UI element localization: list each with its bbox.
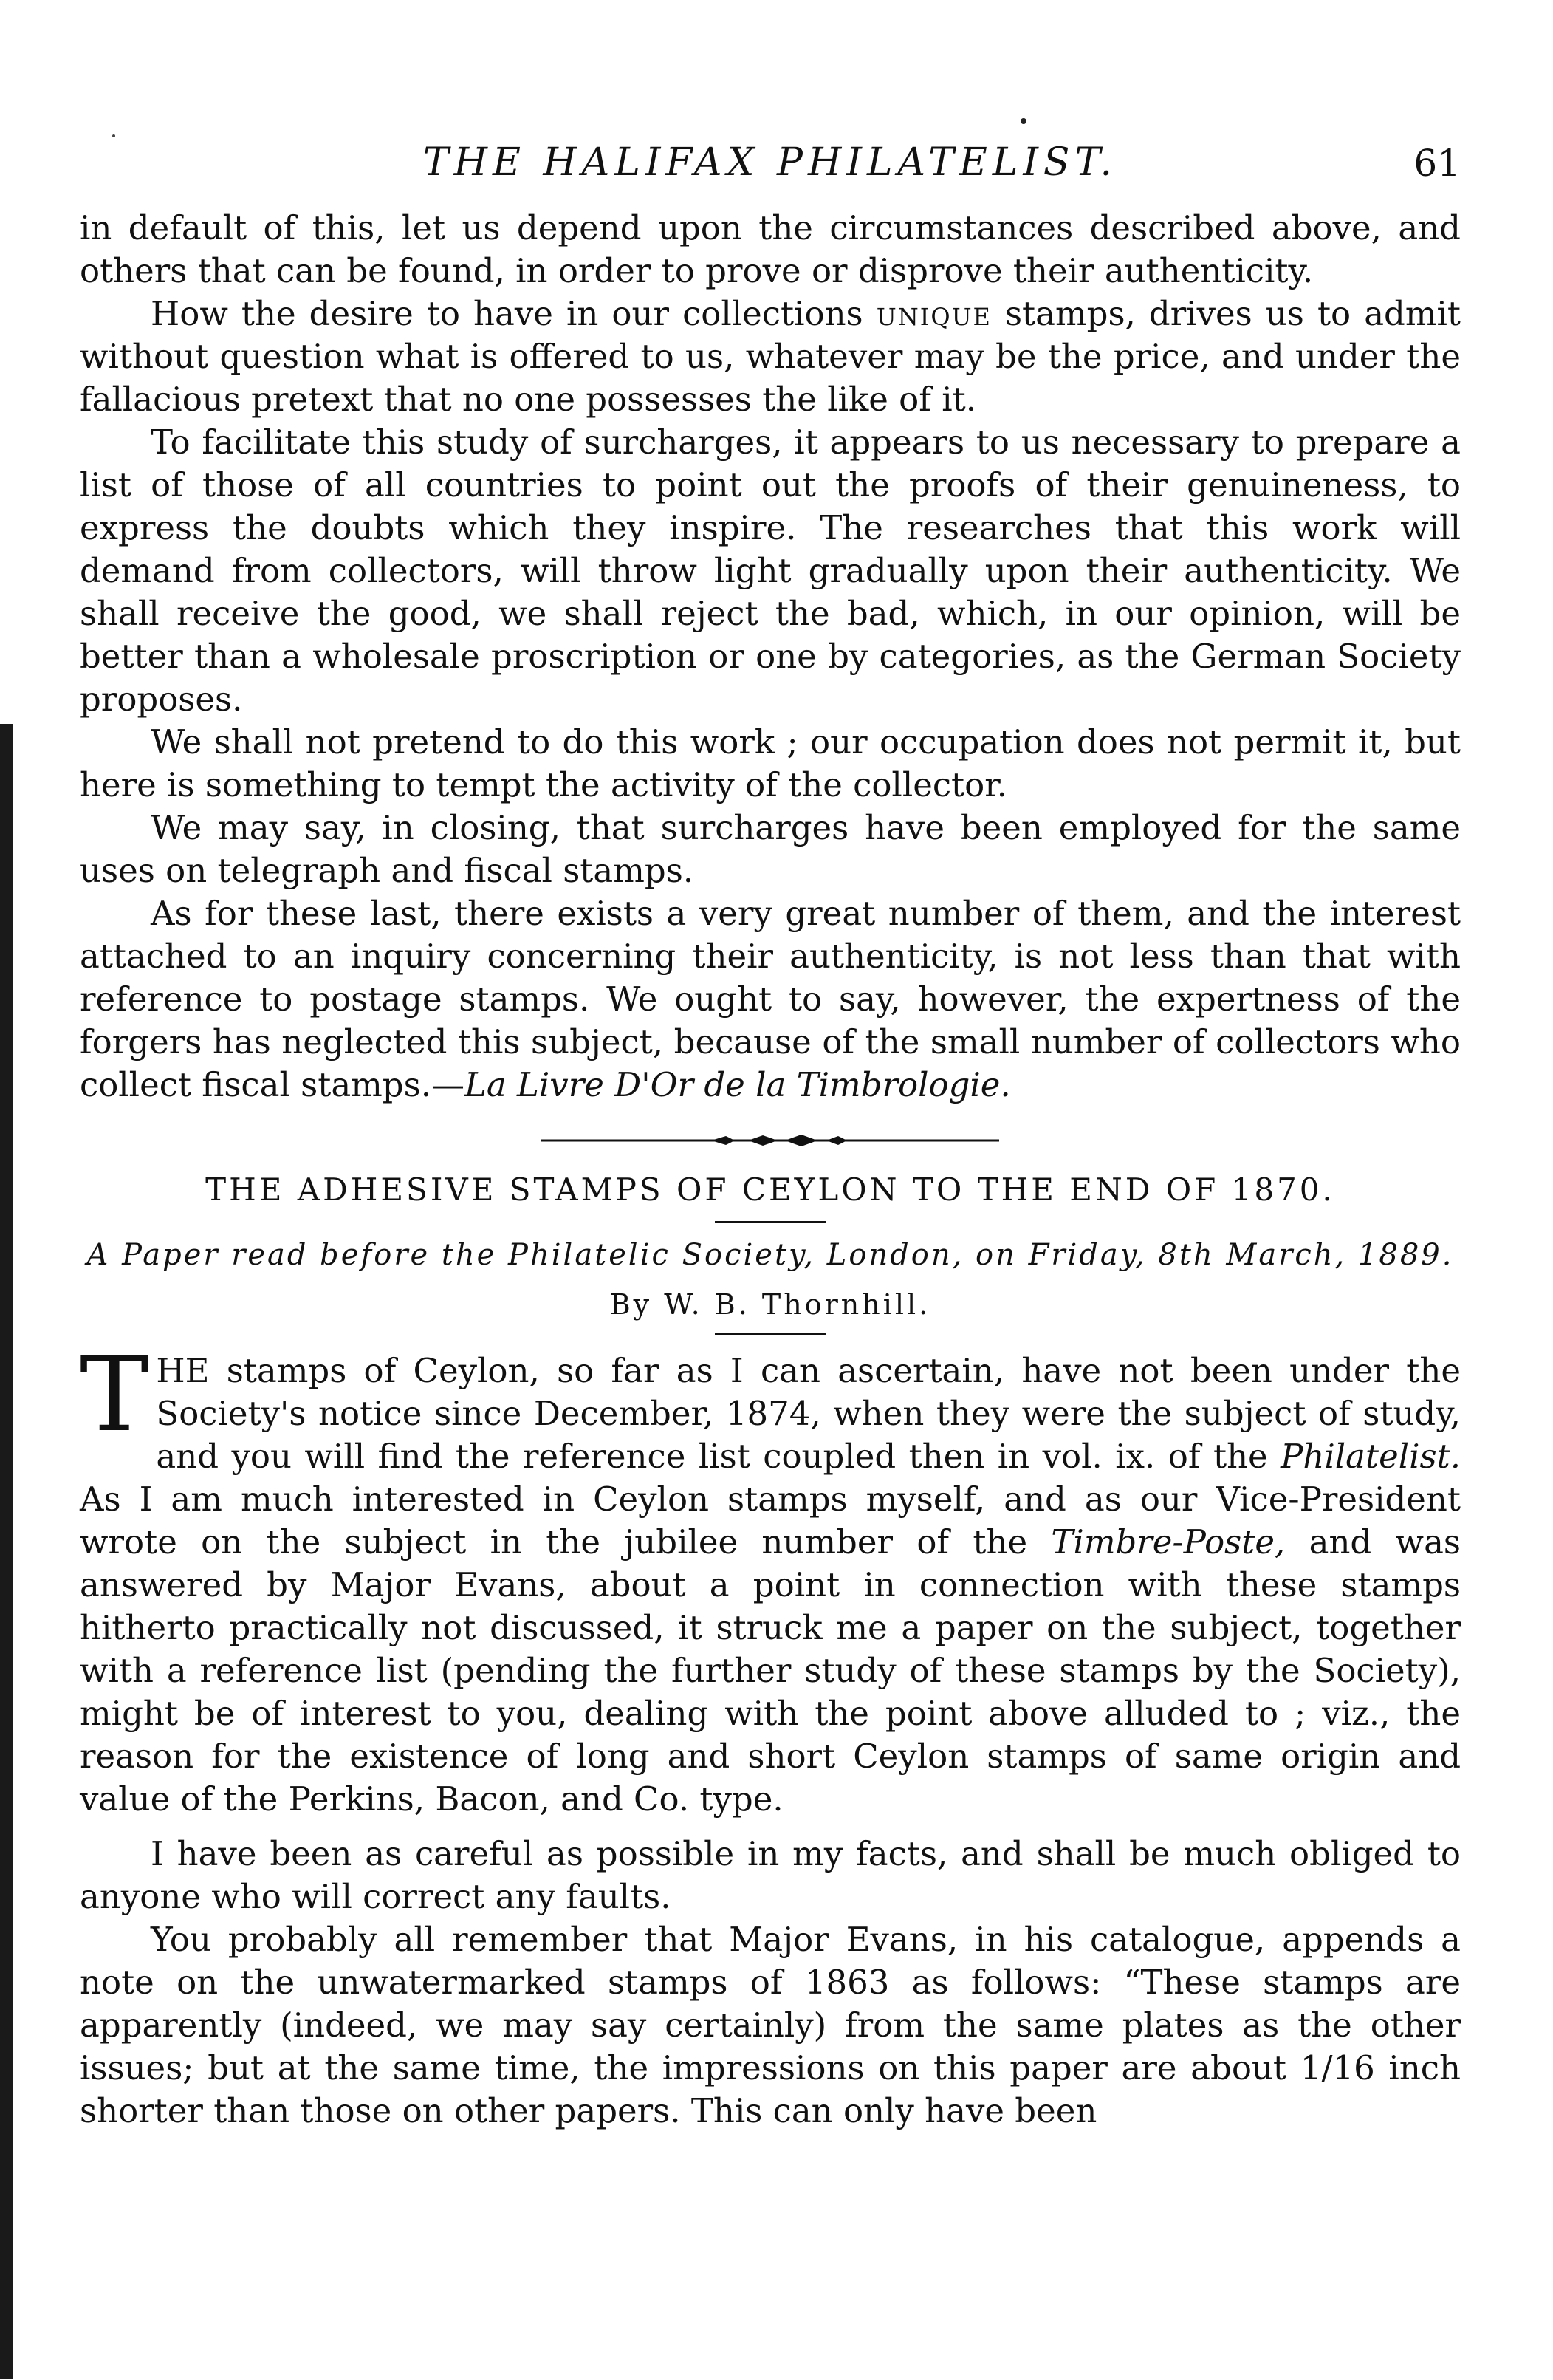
text-run: As I am much interested in Ceylon stamps myself, and as our Vice-President wrote on the subject in the jubilee number of the <box>80 1480 1461 1562</box>
paragraph <box>80 1335 1461 1821</box>
page <box>80 140 1461 2133</box>
journal-title: Philatelist. <box>1281 1437 1461 1476</box>
divider <box>715 1221 826 1223</box>
ornamental-rule <box>541 1132 999 1149</box>
article-subtitle: A Paper read before the Philatelic Society, London, on Friday, 8th March, 1889. <box>86 1238 1454 1272</box>
running-head <box>80 140 1461 207</box>
paragraph: We may say, in closing, that surcharges have been employed for the same uses on telegraph and fiscal stamps. <box>80 808 1461 890</box>
article-title: THE ADHESIVE STAMPS OF CEYLON TO THE END OF 1870. <box>205 1172 1335 1208</box>
paragraph <box>80 293 1461 421</box>
journal-title: Timbre-Poste, <box>1051 1522 1286 1562</box>
text-run: As for these last, there exists a very great number of them, and the interest attached to an inquiry concerning their authenticity, is not less than that with reference to postage stamps. We ought to say, however, the expertness of the forgers has neglected this subject, because of the small number of collectors who collect fiscal stamps.— <box>80 894 1461 1104</box>
small-caps-word: unique <box>876 294 992 333</box>
text-run: stamps, drives us to admit without question what is offered to us, whatever may be the price, and under the fallacious pretext that no one possesses the like of it. <box>80 294 1461 419</box>
paragraph: We shall not pretend to do this work ; our occupation does not permit it, but here is something to tempt the activity of the collector. <box>80 722 1461 804</box>
print-speck <box>112 134 115 137</box>
running-title: THE HALIFAX PHILATELIST. <box>422 140 1118 185</box>
paragraph: You probably all remember that Major Evans, in his catalogue, appends a note on the unwatermarked stamps of 1863 as follows: “These stamps are apparently (indeed, we may say certainly) from the same plates as the other issues; but at the same time, the impressions on this paper are about 1/16 inch shorter than those on other papers. This can only have been <box>80 1920 1461 2130</box>
page-binding-edge <box>0 724 13 2379</box>
paragraph: I have been as careful as possible in my facts, and shall be much obliged to anyone who will correct any faults. <box>80 1834 1461 1916</box>
text-run: How the desire to have in our collections <box>151 294 877 333</box>
source-citation: La Livre D'Or de la Timbrologie. <box>464 1065 1011 1104</box>
paragraph: in default of this, let us depend upon the circumstances described above, and others that can be found, in order to prove or disprove their authenticity. <box>80 208 1461 290</box>
text-run: and was answered by Major Evans, about a point in connection with these stamps hitherto practically not discussed, it struck me a paper on the subject, together with a reference list (pending the further study of these stamps by the Society), might be of interest to you, dealing with the point above alluded to ; viz., the reason for the existence of long and short Ceylon stamps of same origin and value of the Perkins, Bacon, and Co. type. <box>80 1522 1461 1819</box>
paragraph: To facilitate this study of surcharges, it appears to us necessary to prepare a list of those of all countries to point out the proofs of their genuineness, to express the doubts which they inspire. The researches that this work will demand from collectors, will throw light gradually upon their authenticity. We shall receive the good, we shall reject the bad, which, in our opinion, will be better than a wholesale proscription or one by categories, as the German Society proposes. <box>80 423 1461 719</box>
drop-cap: T <box>80 1335 149 1455</box>
byline: By W. B. Thornhill. <box>609 1288 931 1321</box>
print-speck <box>1021 118 1026 124</box>
paragraph <box>80 892 1461 1107</box>
page-number: 61 <box>1413 142 1461 185</box>
text-run: HE stamps of Ceylon, so far as I can ascertain, have not been under the Society's notice since December, 1874, when they were the subject of study, and you will find the reference list coupled then in vol. ix. of the <box>156 1351 1461 1476</box>
divider <box>715 1333 826 1335</box>
